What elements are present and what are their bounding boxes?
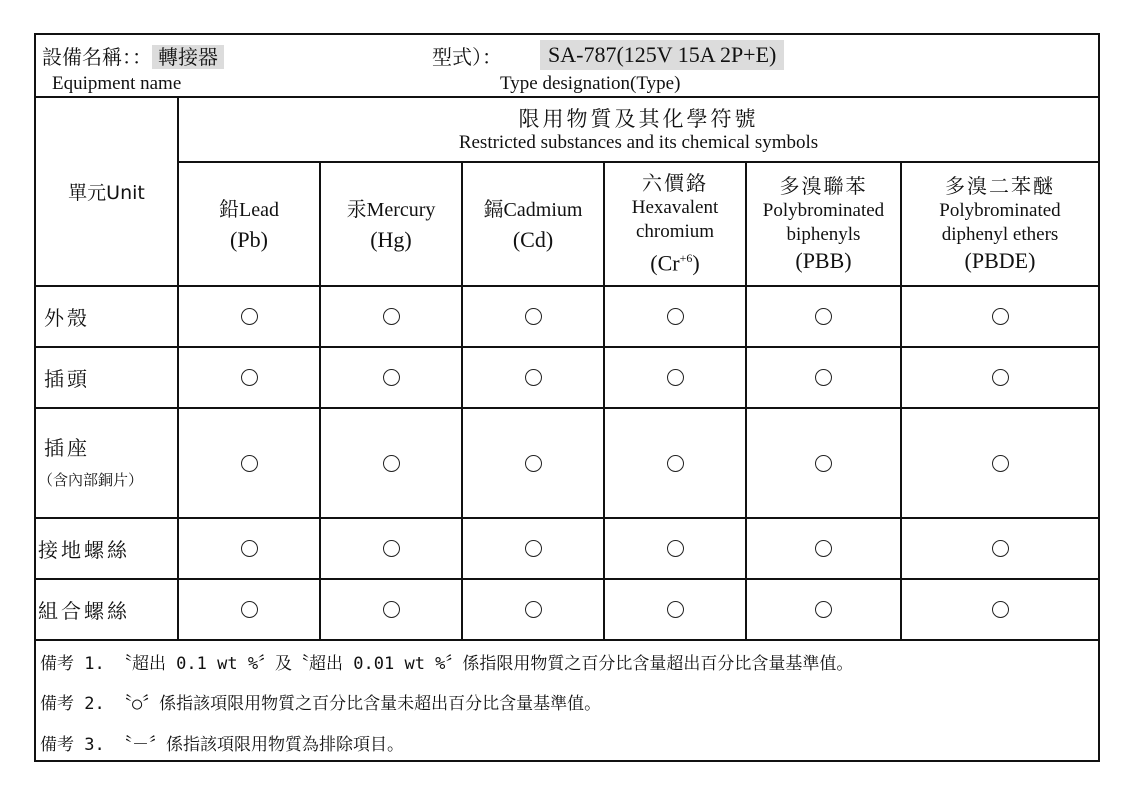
mark-cell (902, 409, 1098, 517)
compliant-circle-icon (241, 308, 258, 325)
type-designation-value: SA-787(125V 15A 2P+E) (540, 40, 784, 70)
column-header-hexavalent-chromium: 六價鉻 Hexavalent chromium $(Cr^{+6})$ (631, 171, 719, 276)
compliant-circle-icon (241, 369, 258, 386)
compliant-circle-icon (667, 369, 684, 386)
equipment-name-label-en: Equipment name (52, 73, 182, 94)
mark-cell (179, 519, 319, 578)
compliant-circle-icon (815, 308, 832, 325)
mark-cell (605, 580, 745, 639)
compliant-circle-icon (241, 455, 258, 472)
compliant-circle-icon (525, 601, 542, 618)
mark-cell (179, 580, 319, 639)
column-header-pbde: 多溴二苯醚 Polybrominated diphenyl ethers (PBDE) (939, 174, 1061, 273)
compliant-circle-icon (667, 601, 684, 618)
compliant-circle-icon (667, 308, 684, 325)
compliant-circle-icon (241, 540, 258, 557)
mark-cell (179, 409, 319, 517)
compliant-circle-icon (383, 369, 400, 386)
mark-cell (463, 519, 603, 578)
mark-cell (179, 348, 319, 407)
compliant-circle-icon (525, 369, 542, 386)
row-label-ground-screw: 接地螺絲 (38, 538, 130, 562)
divider (36, 639, 1098, 641)
compliant-circle-icon (815, 601, 832, 618)
compliant-circle-icon (383, 540, 400, 557)
compliant-circle-icon (992, 540, 1009, 557)
note-3: 備考 3. 〝－〞係指該項限用物質為排除項目。 (40, 735, 404, 755)
column-header-pbb: 多溴聯苯 Polybrominated biphenyls (PBB) (762, 174, 885, 273)
mark-cell (747, 348, 900, 407)
mark-cell (179, 287, 319, 346)
type-label-en: Type designation(Type) (500, 73, 681, 94)
mark-cell (747, 580, 900, 639)
compliant-circle-icon (992, 369, 1009, 386)
column-header-lead: 鉛Lead (Pb) (219, 196, 279, 252)
row-label-housing: 外殼 (44, 306, 90, 330)
column-header-cadmium: 鎘Cadmium (Cd) (483, 196, 583, 252)
compliant-circle-icon (383, 601, 400, 618)
mark-cell (902, 348, 1098, 407)
compliant-circle-icon (383, 308, 400, 325)
mark-cell (747, 519, 900, 578)
mark-cell (321, 348, 461, 407)
row-label-plug: 插頭 (44, 367, 90, 391)
unit-header: 單元Unit (68, 182, 145, 204)
column-header-mercury: 汞Mercury (Hg) (346, 196, 436, 252)
row-label-assembly-screw: 組合螺絲 (38, 599, 130, 623)
mark-cell (605, 287, 745, 346)
mark-cell (605, 348, 745, 407)
compliant-circle-icon (992, 308, 1009, 325)
mark-cell (321, 287, 461, 346)
mark-cell (902, 287, 1098, 346)
mark-cell (902, 519, 1098, 578)
mark-cell (605, 409, 745, 517)
note-2: 備考 2. 〝○〞係指該項限用物質之百分比含量未超出百分比含量基準值。 (40, 694, 602, 714)
restricted-substances-header: 限用物質及其化學符號 Restricted substances and its chemical symbols (458, 106, 819, 153)
mark-cell (463, 409, 603, 517)
equipment-name-value: 轉接器 (152, 45, 224, 69)
equipment-name-label-zh: 設備名稱：： 轉接器 (42, 41, 224, 70)
mark-cell (747, 287, 900, 346)
compliant-circle-icon (667, 540, 684, 557)
mark-cell (321, 580, 461, 639)
compliant-circle-icon (525, 455, 542, 472)
compliant-circle-icon (992, 455, 1009, 472)
type-label-zh: 型式）： (432, 45, 502, 69)
compliant-circle-icon (241, 601, 258, 618)
compliant-circle-icon (525, 540, 542, 557)
mark-cell (463, 348, 603, 407)
compliant-circle-icon (992, 601, 1009, 618)
rohs-declaration-table (34, 33, 1100, 762)
compliant-circle-icon (667, 455, 684, 472)
compliant-circle-icon (815, 540, 832, 557)
mark-cell (321, 519, 461, 578)
mark-cell (605, 519, 745, 578)
compliant-circle-icon (815, 369, 832, 386)
mark-cell (747, 409, 900, 517)
mark-cell (463, 580, 603, 639)
compliant-circle-icon (383, 455, 400, 472)
mark-cell (902, 580, 1098, 639)
note-1: 備考 1. 〝超出 0.1 wt %〞及〝超出 0.01 wt %〞係指限用物質之百分比含量超出百分比含量基準值。 (40, 654, 854, 674)
compliant-circle-icon (525, 308, 542, 325)
compliant-circle-icon (815, 455, 832, 472)
mark-cell (321, 409, 461, 517)
row-label-socket: 插座 （含內部銅片） (38, 436, 144, 489)
mark-cell (463, 287, 603, 346)
